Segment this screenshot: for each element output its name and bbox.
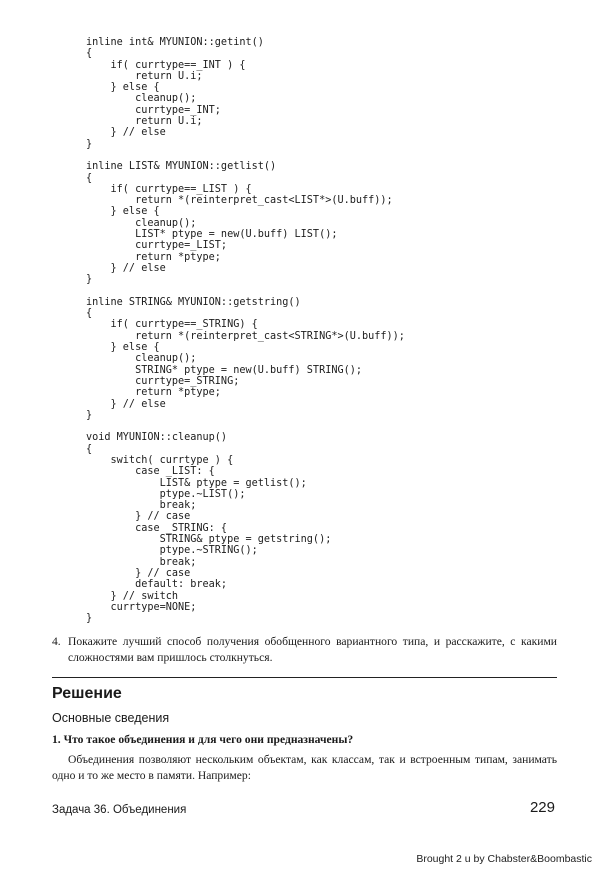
- section-subheading: Основные сведения: [52, 711, 170, 725]
- section-divider: [52, 677, 557, 678]
- body-paragraph: Объединения позволяют нескольким объектам, как классам, так и встроенным типам, занимать одно и то же место в памяти. Например:: [52, 753, 557, 782]
- exercise-item-text: Покажите лучший способ получения обобщенного вариантного типа, и расскажите, с какими сложностями вам пришлось столкнуться.: [68, 635, 557, 664]
- section-heading: Решение: [52, 685, 122, 702]
- footer-chapter-title: Задача 36. Объединения: [52, 804, 187, 816]
- credit-line: Brought 2 u by Chabster&Boombastic: [416, 853, 592, 865]
- exercise-item-4: [52, 634, 557, 665]
- exercise-item-number: 4.: [52, 635, 61, 648]
- question-1: 1. Что такое объединения и для чего они предназначены?: [52, 733, 354, 746]
- page-number: 229: [529, 799, 555, 816]
- code-listing: inline int& MYUNION::getint() { if( currtype==_INT ) { return U.i; } else { cleanup(); currtype=_INT; return U.i; } // else } inline LIST& MYUNION::getlist() { if( currtype==_LIST ) { return *(reinterpret_cast<LIST*>(U.buff)); } else { cleanup(); LIST* ptype = new(U.buff) LIST(); currtype=_LIST; return *ptype; } // else } inline STRING& MYUNION::getstring() { if( currtype==_STRING) { return *(reinterpret_cast<STRING*>(U.buff)); } else { cleanup(); STRING* ptype = new(U.buff) STRING(); currtype=_STRING; return *ptype; } // else } void MYUNION::cleanup() { switch( currtype ) { case _LIST: { LIST& ptype = getlist(); ptype.~LIST(); break; } // case case _STRING: { STRING& ptype = getstring(); ptype.~STRING(); break; } // case default: break; } // switch currtype=NONE; }: [86, 37, 405, 625]
